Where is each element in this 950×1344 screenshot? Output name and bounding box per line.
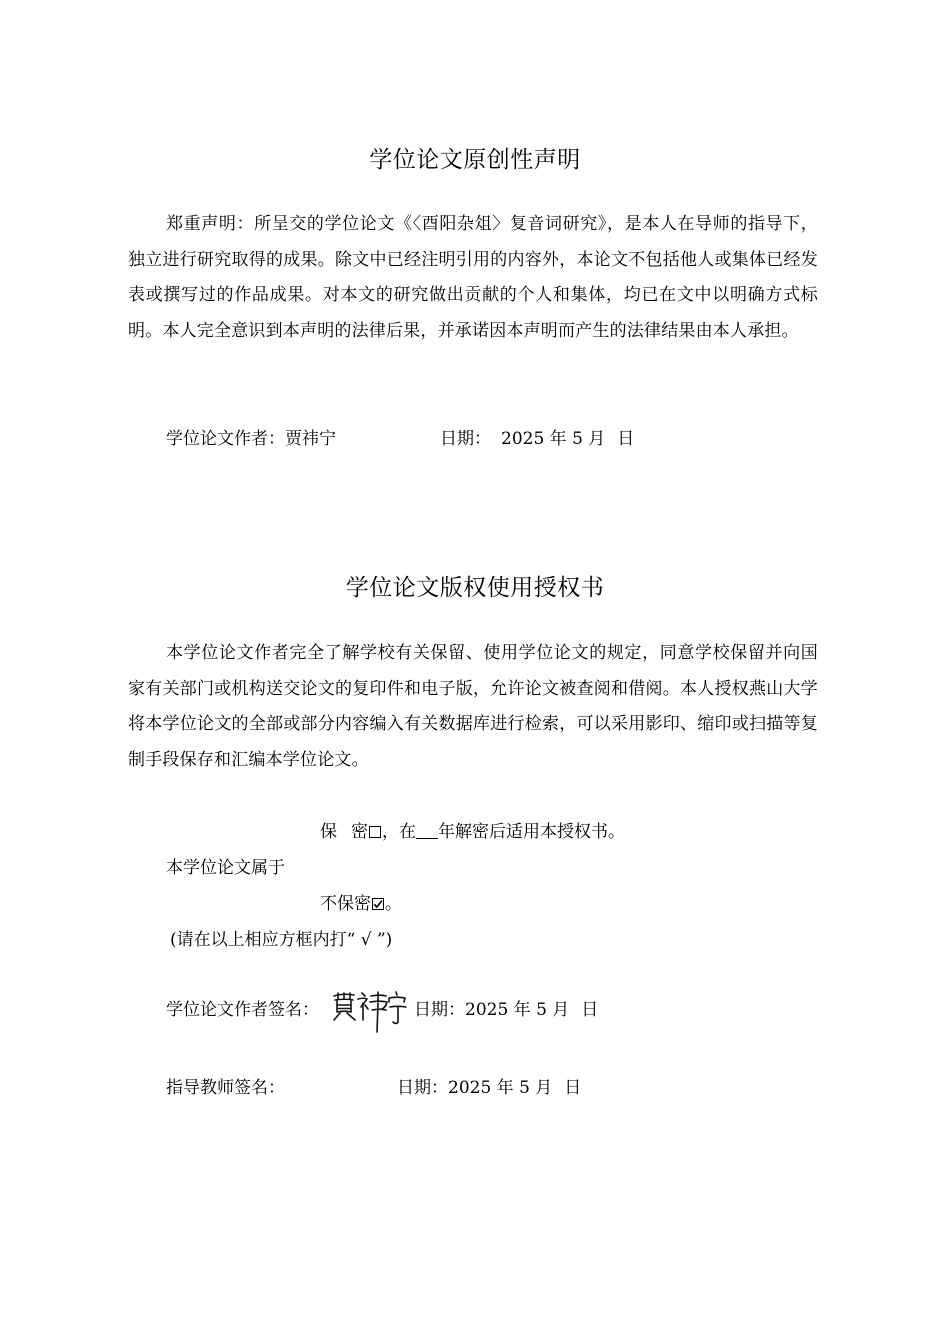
declaration-date-value: 2025 年 5 月 xyxy=(501,429,606,449)
advisor-date-value: 2025 年 5 月 xyxy=(448,1078,553,1098)
secret-label-2: 密 xyxy=(351,822,368,842)
not-secret-option-line xyxy=(320,893,402,915)
declaration-date-line xyxy=(440,428,634,450)
declaration-body: 郑重声明：所呈交的学位论文《〈酉阳杂俎〉复音词研究》，是本人在导师的指导下，独立进行研究取得的成果。除文中已经注明引用的内容外，本论文不包括他人或集体已经发表或撰写过的作品成果。对本文的研究做出贡献的个人和集体，均已在文中以明确方式标明。本人完全意识到本声明的法律后果，并承诺因本声明而产生的法律结果由本人承担。 xyxy=(128,214,818,341)
advisor-sign-label: 指导教师签名： xyxy=(166,1078,285,1098)
check-icon xyxy=(372,898,384,910)
author-date-value: 2025 年 5 月 xyxy=(465,1000,570,1020)
declaration-date-day: 日 xyxy=(617,429,635,449)
secret-option-line xyxy=(320,821,625,843)
declaration-author-line xyxy=(166,428,336,450)
declaration-author-label: 学位论文作者： xyxy=(166,429,285,449)
declaration-author-name: 贾祎宁 xyxy=(285,429,336,449)
advisor-date-label: 日期： xyxy=(397,1078,448,1098)
advisor-date-line xyxy=(397,1077,581,1099)
instruction-line: (请在以上相应方框内打“ √ ”) xyxy=(170,930,393,950)
authorization-body: 本学位论文作者完全了解学校有关保留、使用学位论文的规定，同意学校保留并向国家有关部门或机构送交论文的复印件和电子版，允许论文被查阅和借阅。本人授权燕山大学将本学位论文的全部或部分内容编入有关数据库进行检索，可以采用影印、缩印或扫描等复制手段保存和汇编本学位论文。 xyxy=(128,643,818,770)
secret-suffix-2: 年解密后适用本授权书。 xyxy=(438,822,625,842)
author-sign-label: 学位论文作者签名： xyxy=(166,1000,319,1020)
secret-suffix-1: ，在 xyxy=(382,822,416,842)
secret-label-1: 保 xyxy=(320,822,337,842)
declaration-title: 学位论文原创性声明 xyxy=(369,147,581,173)
not-secret-checkbox[interactable] xyxy=(372,898,384,910)
author-date-label: 日期： xyxy=(414,1000,465,1020)
declaration-date-label: 日期： xyxy=(440,429,491,449)
belongs-line: 本学位论文属于 xyxy=(166,858,285,878)
authorization-title: 学位论文版权使用授权书 xyxy=(345,575,605,601)
not-secret-label: 不保密 xyxy=(320,894,371,914)
author-date-day: 日 xyxy=(581,1000,599,1020)
decrypt-years-blank[interactable] xyxy=(416,823,438,839)
secret-checkbox[interactable] xyxy=(369,826,381,838)
not-secret-suffix: 。 xyxy=(385,894,402,914)
author-date-line xyxy=(414,999,598,1021)
advisor-date-day: 日 xyxy=(564,1078,582,1098)
author-signature-image xyxy=(330,990,408,1034)
